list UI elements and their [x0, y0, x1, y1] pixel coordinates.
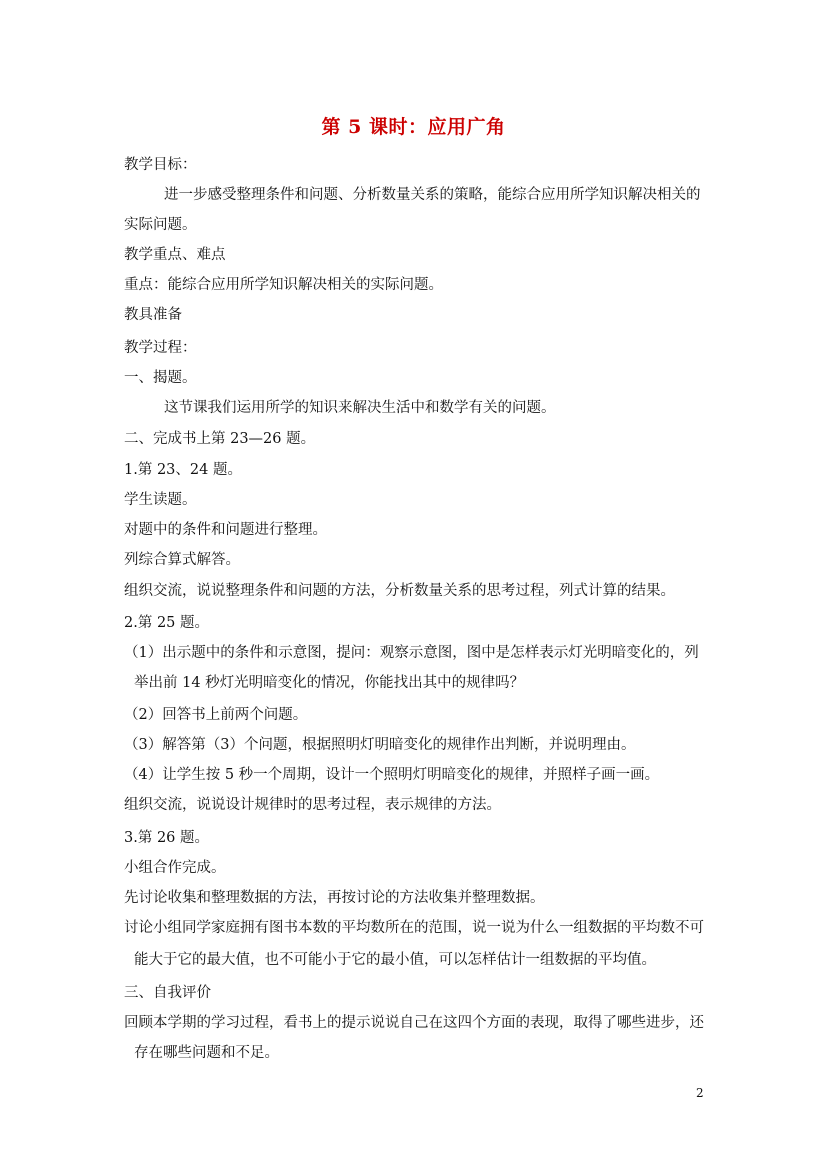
text-line: 教学目标：	[124, 157, 197, 173]
text-line: 列综合算式解答。	[124, 552, 240, 568]
page-number: 2	[696, 1086, 704, 1100]
text-line: 回顾本学期的学习过程，看书上的提示说说自己在这四个方面的表现，取得了哪些进步，还	[124, 1015, 704, 1031]
text-line: 实际问题。	[124, 217, 197, 233]
text-line: 教学重点、难点	[124, 247, 226, 263]
text-line: （2）回答书上前两个问题。	[124, 707, 308, 723]
text-line: 教具准备	[124, 307, 182, 323]
text-line: （4）让学生按 5 秒一个周期，设计一个照明灯明暗变化的规律，并照样子画一画。	[124, 767, 660, 783]
text-line: （1）出示题中的条件和示意图，提问：观察示意图，图中是怎样表示灯光明暗变化的，列	[124, 645, 699, 661]
text-line: 举出前 14 秒灯光明暗变化的情况，你能找出其中的规律吗？	[134, 675, 525, 691]
text-line: 进一步感受整理条件和问题、分析数量关系的策略，能综合应用所学知识解决相关的	[164, 187, 701, 203]
text-line: 组织交流，说说整理条件和问题的方法，分析数量关系的思考过程，列式计算的结果。	[124, 583, 675, 599]
text-line: 1.第 23、24 题。	[124, 462, 242, 478]
text-line: 2.第 25 题。	[124, 615, 210, 631]
text-line: 学生读题。	[124, 492, 197, 508]
text-line: 三、自我评价	[124, 985, 211, 1001]
text-line: 存在哪些问题和不足。	[134, 1045, 279, 1061]
text-line: 先讨论收集和整理数据的方法，再按讨论的方法收集并整理数据。	[124, 890, 545, 906]
lesson-title: 第 5 课时：应用广角	[321, 116, 506, 138]
text-line: 小组合作完成。	[124, 860, 226, 876]
text-line: 3.第 26 题。	[124, 830, 210, 846]
text-line: 一、揭题。	[124, 370, 197, 386]
text-line: 教学过程：	[124, 340, 197, 356]
text-line: 二、完成书上第 23—26 题。	[124, 431, 316, 447]
text-line: 组织交流，说说设计规律时的思考过程，表示规律的方法。	[124, 797, 501, 813]
text-line: 重点：能综合应用所学知识解决相关的实际问题。	[124, 277, 443, 293]
text-line: 讨论小组同学家庭拥有图书本数的平均数所在的范围，说一说为什么一组数据的平均数不可	[124, 920, 704, 936]
text-line: 这节课我们运用所学的知识来解决生活中和数学有关的问题。	[164, 400, 556, 416]
text-line: 能大于它的最大值，也不可能小于它的最小值，可以怎样估计一组数据的平均值。	[134, 952, 656, 968]
text-line: 对题中的条件和问题进行整理。	[124, 522, 327, 538]
text-line: （3）解答第（3）个问题，根据照明灯明暗变化的规律作出判断，并说明理由。	[124, 737, 636, 753]
